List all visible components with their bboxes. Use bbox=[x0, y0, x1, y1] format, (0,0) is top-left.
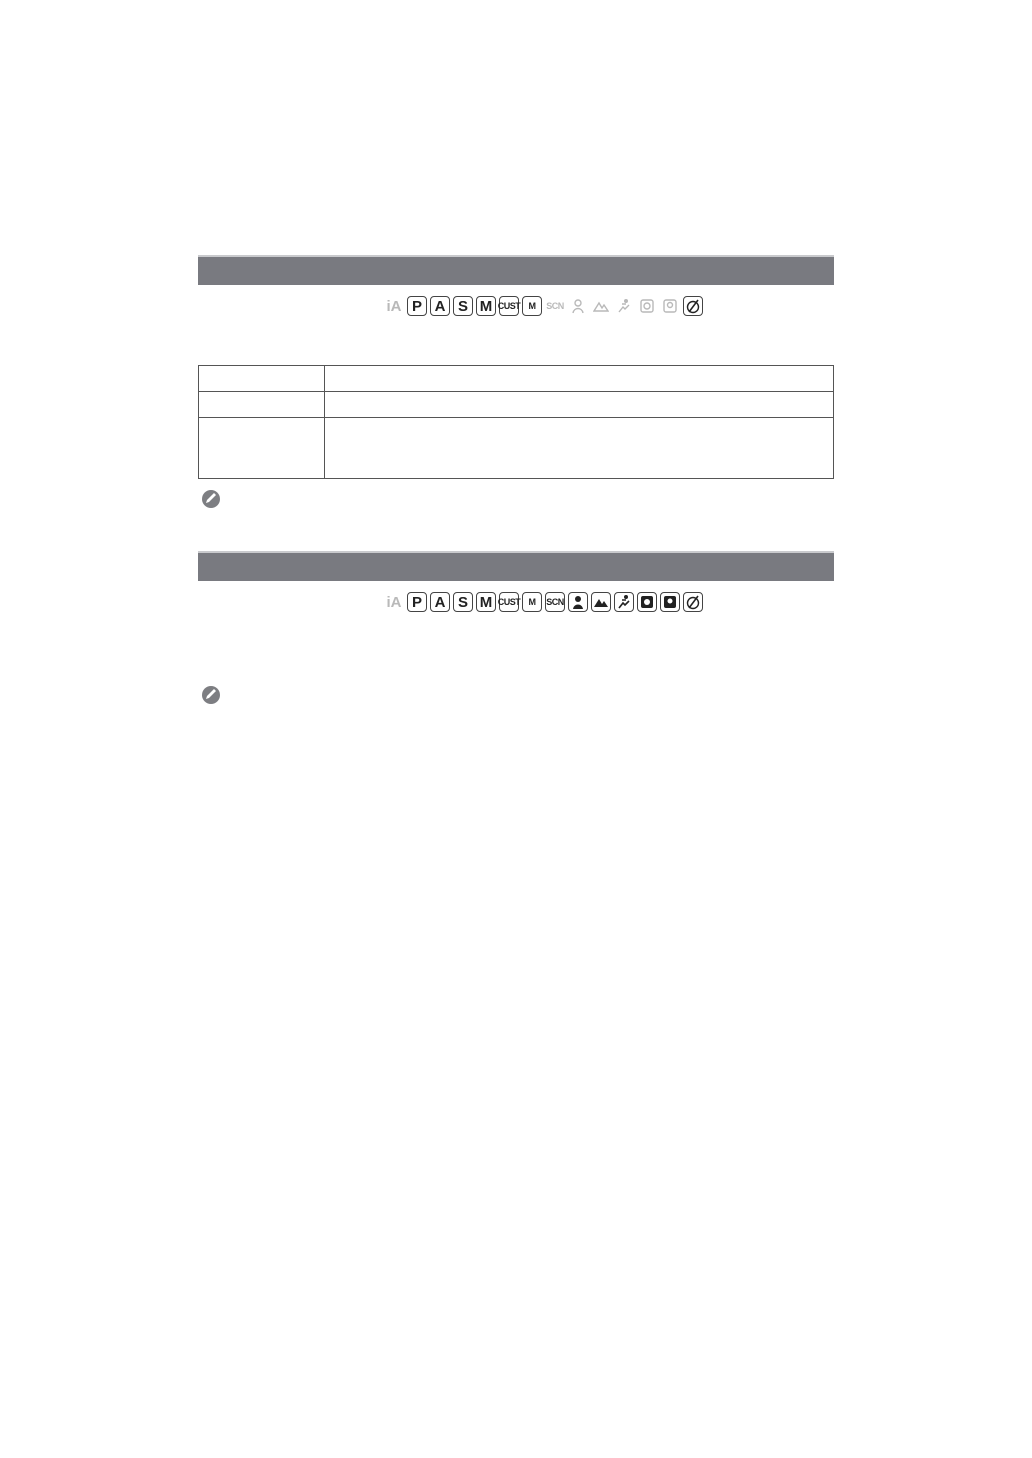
close-up-icon bbox=[637, 592, 657, 612]
available-modes-row-2 bbox=[384, 592, 703, 612]
close-up-icon bbox=[637, 296, 657, 316]
creative-movie-icon: M bbox=[522, 296, 542, 316]
creative-control-icon bbox=[683, 296, 703, 316]
program-mode-icon: P bbox=[407, 592, 427, 612]
note-pencil-icon bbox=[201, 489, 221, 509]
table-row bbox=[199, 366, 834, 392]
table-row bbox=[199, 418, 834, 479]
table-cell bbox=[325, 392, 834, 418]
manual-mode-icon: M bbox=[476, 296, 496, 316]
scene-mode-icon: SCN bbox=[545, 592, 565, 612]
portrait-icon bbox=[568, 296, 588, 316]
sports-icon bbox=[614, 296, 634, 316]
info-table bbox=[198, 365, 834, 479]
available-modes-row-1 bbox=[384, 296, 703, 316]
scenery-icon bbox=[591, 296, 611, 316]
scene-mode-icon: SCN bbox=[546, 300, 564, 311]
shutter-priority-icon: S bbox=[453, 592, 473, 612]
intelligent-auto-icon: iA bbox=[386, 593, 402, 611]
note-pencil-icon bbox=[201, 685, 221, 705]
intelligent-auto-icon: iA bbox=[386, 297, 402, 315]
program-mode-icon: P bbox=[407, 296, 427, 316]
section-header-bar-1 bbox=[198, 255, 834, 285]
table-cell bbox=[199, 392, 325, 418]
night-portrait-icon bbox=[660, 592, 680, 612]
aperture-priority-icon: A bbox=[430, 296, 450, 316]
table-cell bbox=[199, 366, 325, 392]
table-cell bbox=[325, 366, 834, 392]
creative-movie-icon: M bbox=[522, 592, 542, 612]
section-header-bar-2 bbox=[198, 551, 834, 581]
portrait-icon bbox=[568, 592, 588, 612]
sports-icon bbox=[614, 592, 634, 612]
manual-mode-icon: M bbox=[476, 592, 496, 612]
night-portrait-icon bbox=[660, 296, 680, 316]
custom-mode-icon: CUST bbox=[499, 592, 519, 612]
table-row bbox=[199, 392, 834, 418]
table-cell bbox=[325, 418, 834, 479]
creative-control-icon bbox=[683, 592, 703, 612]
table-cell bbox=[199, 418, 325, 479]
custom-mode-icon: CUST bbox=[499, 296, 519, 316]
scenery-icon bbox=[591, 592, 611, 612]
shutter-priority-icon: S bbox=[453, 296, 473, 316]
aperture-priority-icon: A bbox=[430, 592, 450, 612]
